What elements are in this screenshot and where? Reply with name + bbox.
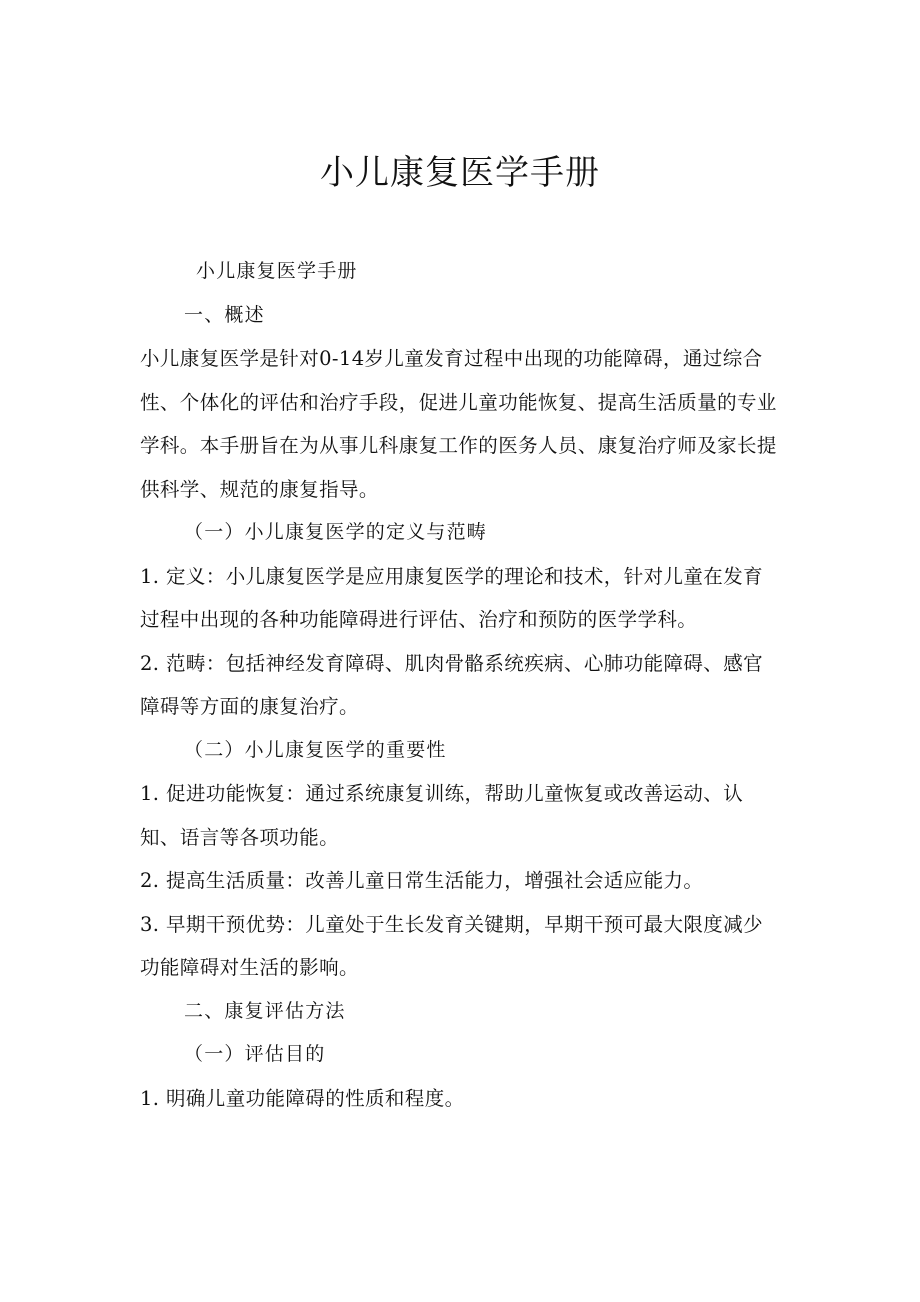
goal-item-1: 1. 明确儿童功能障碍的性质和程度。: [140, 1086, 465, 1110]
importance-item-3: 3. 早期干预优势：儿童处于生长发育关键期，早期干预可最大限度减少功能障碍对生活的影响。: [140, 912, 764, 979]
definition-item-2: 2. 范畴：包括神经发育障碍、肌肉骨骼系统疾病、心肺功能障碍、感官障碍等方面的康复治疗。: [140, 651, 764, 718]
definition-item-1: 1. 定义：小儿康复医学是应用康复医学的理论和技术，针对儿童在发育过程中出现的各种功能障碍进行评估、治疗和预防的医学学科。: [140, 564, 764, 631]
overview-paragraph: 小儿康复医学是针对0-14岁儿童发育过程中出现的功能障碍，通过综合性、个体化的评估和治疗手段，促进儿童功能恢复、提高生活质量的专业学科。本手册旨在为从事儿科康复工作的医务人员、康复治疗师及家长提供科学、规范的康复指导。: [140, 347, 777, 501]
subsection-heading-importance: （二）小儿康复医学的重要性: [184, 738, 447, 761]
subsection-heading-goal: （一）评估目的: [184, 1043, 326, 1065]
importance-item-2: 2. 提高生活质量：改善儿童日常生活能力，增强社会适应能力。: [140, 869, 704, 892]
section-heading-assessment: 二、康复评估方法: [184, 999, 346, 1022]
document-body: [140, 250, 780, 1120]
document-subtitle: 小儿康复医学手册: [196, 260, 358, 282]
document-title: 小儿康复医学手册: [320, 153, 600, 193]
subsection-heading-definition: （一）小儿康复医学的定义与范畴: [184, 521, 488, 543]
section-heading-overview: 一、概述: [184, 303, 265, 326]
importance-item-1: 1. 促进功能恢复：通过系统康复训练，帮助儿童恢复或改善运动、认知、语言等各项功能。: [140, 782, 744, 849]
